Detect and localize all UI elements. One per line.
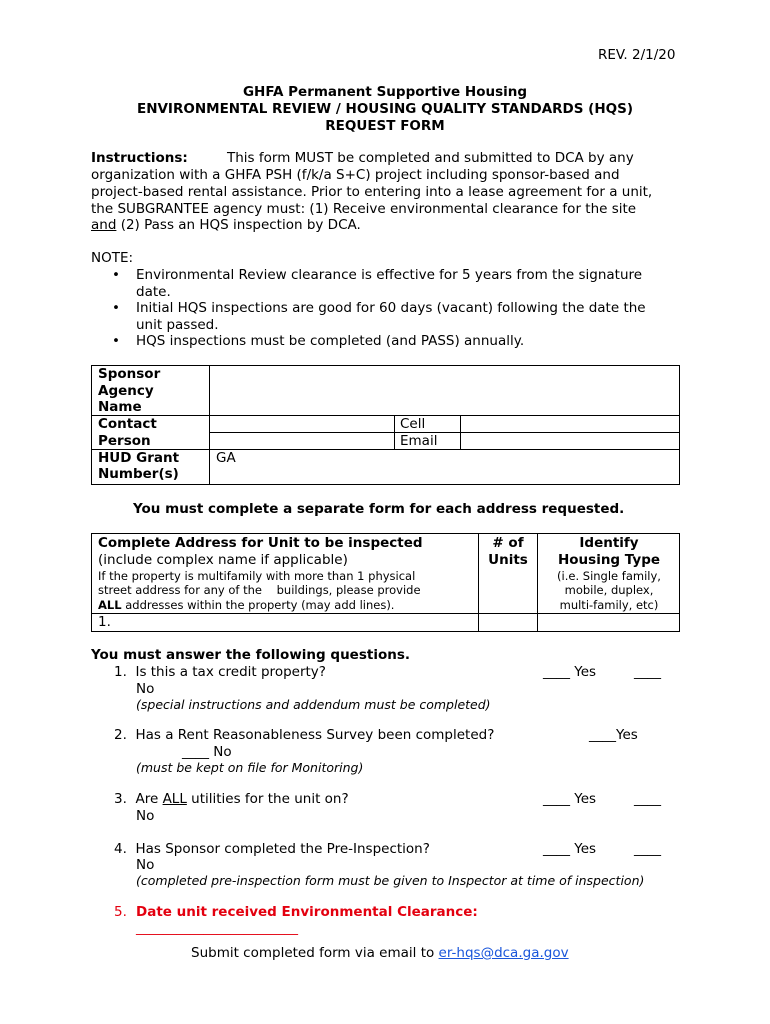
note-bullet1-line2: date. — [136, 284, 171, 300]
sponsor-table — [91, 365, 679, 484]
q4-yes[interactable]: ____ Yes — [543, 841, 597, 857]
instructions-line4: the SUBGRANTEE agency must: (1) Receive environmental clearance for the site — [91, 201, 637, 217]
note-bullet3-line1: HQS inspections must be completed (and PASS) annually. — [136, 333, 525, 349]
q3-text — [114, 791, 349, 808]
revision-date: REV. 2/1/20 — [598, 47, 676, 63]
cell-label: Cell — [400, 416, 426, 432]
note-bullet2-line1: Initial HQS inspections are good for 60 days (vacant) following the date the — [136, 300, 646, 316]
units-row-field[interactable] — [480, 615, 536, 630]
sponsor-agency-name-field[interactable] — [211, 367, 677, 414]
note-label: NOTE: — [91, 250, 134, 266]
address-row-number: 1. — [98, 614, 111, 630]
q1-no-blank[interactable]: ____ — [634, 664, 661, 680]
sponsor-label-l1: Sponsor — [98, 366, 161, 382]
type-header-l1: Identify — [579, 535, 639, 551]
note-bullet2-line2: unit passed. — [136, 317, 219, 333]
cell-field[interactable] — [462, 417, 677, 431]
q5-date-line[interactable]: ________________________ — [136, 920, 298, 936]
q1-note: (special instructions and addendum must be completed) — [136, 697, 491, 712]
sponsor-label-l3: Name — [98, 399, 142, 415]
instructions-line3: project-based rental assistance. Prior to entering into a lease agreement for a unit, — [91, 184, 653, 200]
address-note-all: ALL — [98, 598, 122, 612]
title-line2: ENVIRONMENTAL REVIEW / HOUSING QUALITY STANDARDS (HQS) — [136, 101, 634, 117]
type-header-l2: Housing Type — [557, 552, 661, 568]
note-bullet1-line1: Environmental Review clearance is effective for 5 years from the signature — [136, 267, 643, 283]
q3-yes[interactable]: ____ Yes — [543, 791, 597, 807]
units-header-l2: Units — [488, 552, 528, 568]
q2-text: 2. Has a Rent Reasonableness Survey been completed? — [114, 727, 495, 743]
q4-no: No — [136, 857, 155, 873]
type-row-field[interactable] — [539, 615, 677, 630]
instructions-label: Instructions: — [91, 150, 188, 166]
q3-no-blank[interactable]: ____ — [634, 791, 661, 807]
contact-label-l1: Contact — [98, 416, 157, 432]
q3-pre: 3. Are — [114, 791, 163, 807]
q4-note: (completed pre-inspection form must be given to Inspector at time of inspection) — [136, 873, 645, 888]
address-note-l2: street address for any of the buildings, please provide — [98, 583, 421, 597]
instructions-and: and — [91, 217, 117, 233]
address-row-field[interactable] — [116, 615, 476, 630]
bullet-icon: • — [112, 267, 120, 283]
q3-all: ALL — [162, 791, 187, 807]
q3-no: No — [136, 808, 155, 824]
address-header-sub: (include complex name if applicable) — [98, 552, 348, 568]
email-field[interactable] — [462, 434, 677, 448]
q1-text: 1. Is this a tax credit property? — [114, 664, 326, 680]
address-note-l1: If the property is multifamily with more than 1 physical — [98, 569, 416, 583]
contact-person-field[interactable] — [211, 417, 393, 448]
bullet-icon: • — [112, 300, 120, 316]
bullet-icon: • — [112, 333, 120, 349]
q5-number: 5. — [114, 904, 127, 920]
instructions-line5-rest: (2) Pass an HQS inspection by DCA. — [116, 217, 361, 233]
hud-grant-field[interactable] — [241, 451, 677, 482]
type-note-l2: mobile, duplex, — [564, 583, 654, 597]
submit-text: Submit completed form via email to — [191, 945, 439, 961]
hud-grant-prefix: GA — [216, 450, 236, 466]
q2-no[interactable]: ____ No — [182, 744, 232, 760]
hud-label-l2: Number(s) — [98, 466, 179, 482]
type-note-l3: multi-family, etc) — [559, 598, 659, 612]
contact-label-l2: Person — [98, 433, 151, 449]
questions-heading: You must answer the following questions. — [91, 647, 410, 663]
separate-form-note: You must complete a separate form for each address requested. — [133, 501, 625, 517]
q1-no: No — [136, 681, 155, 697]
hud-label-l1: HUD Grant — [98, 450, 180, 466]
q3-post: utilities for the unit on? — [186, 791, 349, 807]
q2-note: (must be kept on file for Monitoring) — [136, 760, 364, 775]
type-note-l1: (i.e. Single family, — [557, 569, 661, 583]
title-line3: REQUEST FORM — [325, 118, 445, 134]
address-table — [91, 533, 680, 632]
q4-no-blank[interactable]: ____ — [634, 841, 661, 857]
q2-yes[interactable]: ____Yes — [589, 727, 638, 743]
title-line1: GHFA Permanent Supportive Housing — [242, 84, 528, 100]
email-label: Email — [400, 433, 438, 449]
q4-text: 4. Has Sponsor completed the Pre-Inspection? — [114, 841, 430, 857]
address-note-l3 — [98, 598, 394, 613]
address-note-l3-rest: addresses within the property (may add lines). — [121, 598, 395, 612]
units-header-l1: # of — [492, 535, 524, 551]
instructions-line1: This form MUST be completed and submitted to DCA by any — [227, 150, 634, 166]
submit-line — [191, 945, 569, 962]
q5-text: Date unit received Environmental Clearance: — [136, 904, 478, 920]
q1-yes[interactable]: ____ Yes — [543, 664, 597, 680]
submit-email-link[interactable]: er-hqs@dca.ga.gov — [438, 945, 569, 961]
instructions-line5 — [91, 217, 361, 234]
address-header: Complete Address for Unit to be inspected — [98, 535, 423, 551]
instructions-line2: organization with a GHFA PSH (f/k/a S+C) project including sponsor-based and — [91, 167, 620, 183]
sponsor-label-l2: Agency — [98, 383, 154, 399]
